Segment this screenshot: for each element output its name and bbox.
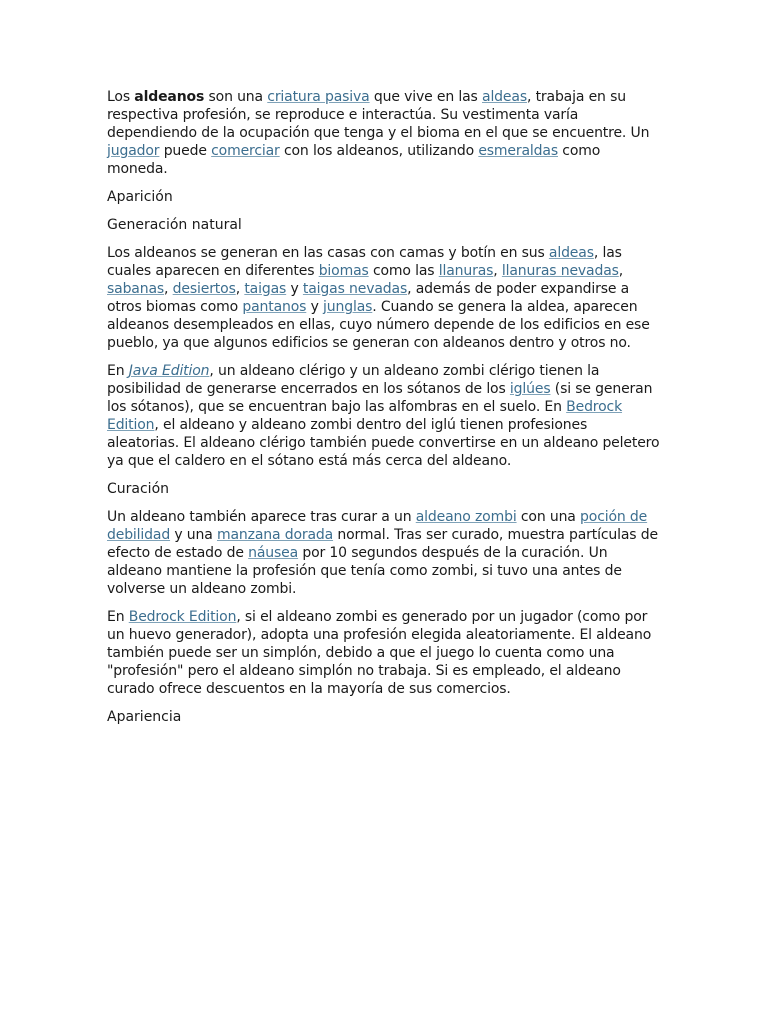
text-run: y <box>286 281 303 297</box>
text-run: Un aldeano también aparece tras curar a un <box>107 509 416 525</box>
link-taigas-nevadas[interactable]: taigas nevadas <box>302 281 408 297</box>
link-taigas[interactable]: taigas <box>244 281 287 297</box>
text-run: , <box>618 263 624 279</box>
text-run: son una <box>204 89 268 105</box>
text-run: , <box>493 263 502 279</box>
paragraph <box>107 508 660 598</box>
link-sabanas[interactable]: sabanas <box>107 281 165 297</box>
link-llanuras[interactable]: llanuras <box>438 263 494 279</box>
text-run: , <box>235 281 245 297</box>
link-java-edition[interactable]: Java Edition <box>128 363 210 379</box>
section-heading <box>107 480 660 498</box>
text-run: por 10 segundos después de la curación. Un aldeano mantiene la profesión que tenía como zombi, si tuvo una antes de volverse un aldeano zombi. <box>107 545 622 597</box>
document-body <box>107 88 660 736</box>
text-run: que vive en las <box>369 89 483 105</box>
text-run: Aparición <box>107 189 173 205</box>
link-manzana-dorada[interactable]: manzana dorada <box>216 527 334 543</box>
link-bedrock-edition[interactable]: Bedrock Edition <box>128 609 237 625</box>
text-run: . Cuando se genera la aldea, aparecen aldeanos desempleados en ellas, cuyo número depende de los edificios en ese pueblo, ya que algunos edificios se generan con aldeanos dentro y otros no. <box>107 299 650 351</box>
text-run: como moneda. <box>107 143 601 177</box>
section-heading <box>107 188 660 206</box>
link-llanuras-nevadas[interactable]: llanuras nevadas <box>501 263 619 279</box>
link-bedrock-edition[interactable]: Bedrock Edition <box>107 399 623 433</box>
paragraph <box>107 244 660 352</box>
text-run: , el aldeano y aldeano zombi dentro del iglú tienen profesiones aleatorias. El aldeano clérigo también puede convertirse en un aldeano peletero ya que el caldero en el sótano está más cerca del aldeano. <box>107 417 660 469</box>
text-run: , si el aldeano zombi es generado por un jugador (como por un huevo generador), adopta una profesión elegida aleatoriamente. El aldeano también puede ser un simplón, debido a que el juego lo cuenta como una "profesión" pero el aldeano simplón no trabaja. Si es empleado, el aldeano curado ofrece descuentos en la mayoría de sus comercios. <box>107 609 652 697</box>
text-run: , trabaja en su respectiva profesión, se reproduce e interactúa. Su vestimenta varía dependiendo de la ocupación que tenga y el bioma en el que se encuentre. Un <box>107 89 650 141</box>
link-desiertos[interactable]: desiertos <box>172 281 236 297</box>
text-run: En <box>107 609 129 625</box>
text-run: con los aldeanos, utilizando <box>279 143 479 159</box>
link-biomas[interactable]: biomas <box>318 263 369 279</box>
text-run: (si se generan los sótanos), que se encuentran bajo las alfombras en el suelo. En <box>107 381 653 415</box>
link-comerciar[interactable]: comerciar <box>211 143 280 159</box>
link-aldeas[interactable]: aldeas <box>548 245 594 261</box>
text-run: normal. Tras ser curado, muestra partículas de efecto de estado de <box>107 527 658 561</box>
link-junglas[interactable]: junglas <box>323 299 373 315</box>
link-nausea[interactable]: náusea <box>248 545 299 561</box>
text-run: , un aldeano clérigo y un aldeano zombi clérigo tienen la posibilidad de generarse encerrados en los sótanos de los <box>107 363 600 397</box>
section-heading <box>107 216 660 234</box>
text-run: , <box>164 281 173 297</box>
text-run: Los aldeanos se generan en las casas con camas y botín en sus <box>107 245 549 261</box>
link-iglues[interactable]: iglúes <box>509 381 551 397</box>
link-pocion-de-debilidad[interactable]: poción de debilidad <box>107 509 648 543</box>
text-run: Curación <box>107 481 170 497</box>
text-run: En <box>107 363 129 379</box>
text-run: Los <box>107 89 135 105</box>
link-aldeas[interactable]: aldeas <box>482 89 527 105</box>
link-jugador[interactable]: jugador <box>107 143 160 159</box>
section-heading <box>107 708 660 726</box>
text-run: , además de poder expandirse a otros biomas como <box>107 281 630 315</box>
text-run: con una <box>516 509 581 525</box>
text-run: puede <box>159 143 212 159</box>
link-criatura-pasiva[interactable]: criatura pasiva <box>267 89 370 105</box>
text-run: Apariencia <box>107 709 182 725</box>
paragraph <box>107 608 660 698</box>
paragraph <box>107 88 660 178</box>
link-pantanos[interactable]: pantanos <box>242 299 307 315</box>
text-run: , las cuales aparecen en diferentes <box>107 245 622 279</box>
bold-term: aldeanos <box>134 89 205 105</box>
text-run: Generación natural <box>107 217 242 233</box>
link-aldeano-zombi[interactable]: aldeano zombi <box>415 509 517 525</box>
text-run: como las <box>368 263 439 279</box>
text-run: y una <box>170 527 217 543</box>
link-esmeraldas[interactable]: esmeraldas <box>478 143 558 159</box>
text-run: y <box>306 299 324 315</box>
paragraph <box>107 362 660 470</box>
